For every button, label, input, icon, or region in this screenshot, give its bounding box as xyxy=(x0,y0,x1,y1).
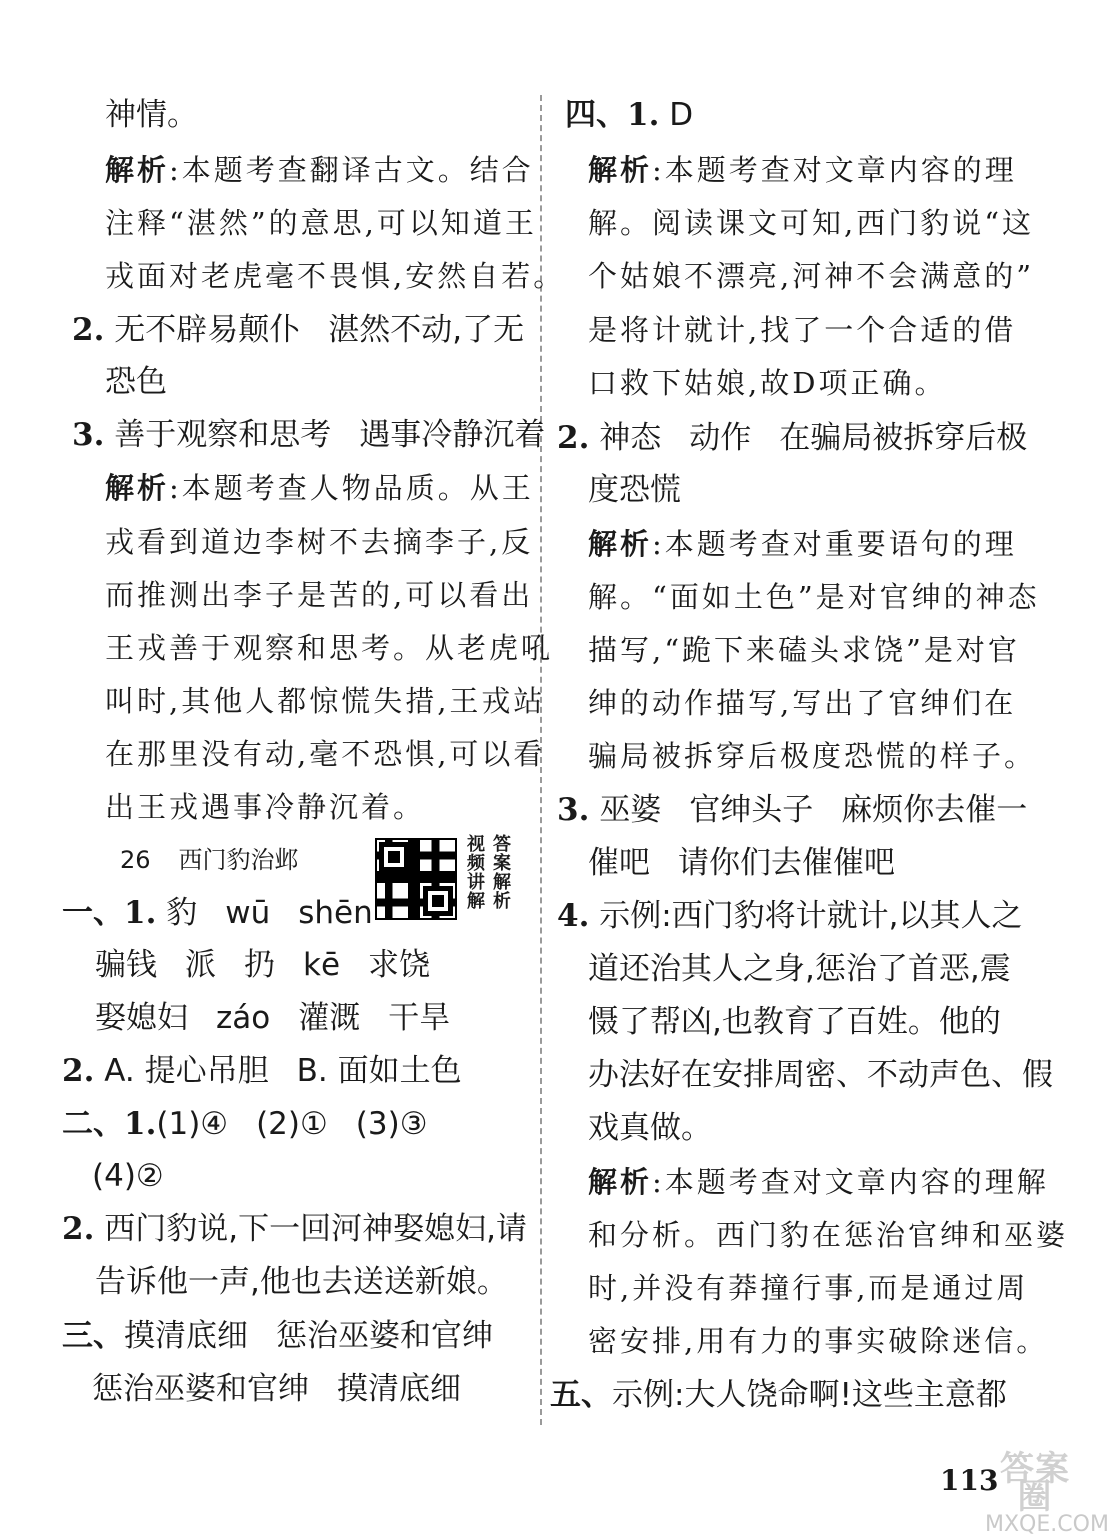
explanation-line: 解析:本题考查翻译古文。结合 xyxy=(105,153,534,187)
lesson-title: 26 西门豹治邺 xyxy=(120,846,299,874)
text-line: 神情。 xyxy=(105,97,198,133)
explanation-line: 而推测出李子是苦的,可以看出 xyxy=(105,578,534,612)
explanation-line: 解析:本题考查对文章内容的理 xyxy=(588,153,1017,187)
question-4: 4. 示例:西门豹将计就计,以其人之 xyxy=(557,898,1023,934)
answer-row: 娶媳妇 záo 灌溉 干旱 xyxy=(95,1000,451,1036)
qr-caption: 视频讲解 答案解析 xyxy=(464,834,511,910)
explanation-line: 是将计就计,找了一个合适的借 xyxy=(588,313,1017,347)
explanation-line: 在那里没有动,毫不恐惧,可以看 xyxy=(105,737,546,771)
text-line: 告诉他一声,他也去送送新娘。 xyxy=(95,1264,508,1300)
explanation-line: 解。阅读课文可知,西门豹说“这 xyxy=(588,206,1035,240)
text-line: 度恐慌 xyxy=(588,472,681,508)
explanation-line: 解。“面如土色”是对官绅的神态 xyxy=(588,580,1040,614)
explanation-line: 注释“湛然”的意思,可以知道王 xyxy=(105,206,537,240)
answer-row: 惩治巫婆和官绅 摸清底细 xyxy=(92,1371,461,1407)
explanation-line: 戎面对老虎毫不畏惧,安然自若。 xyxy=(105,259,566,293)
explanation-line: 密安排,用有力的事实破除迷信。 xyxy=(588,1324,1049,1358)
explanation-label: 解析 xyxy=(588,527,653,561)
explanation-line: 描写,“跪下来磕头求饶”是对官 xyxy=(588,633,1020,667)
explanation-line: 骗局被拆穿后极度恐慌的样子。 xyxy=(588,739,1037,773)
explanation-line: 叫时,其他人都惊慌失措,王戎站 xyxy=(105,684,546,718)
section-5: 五、示例:大人饶命啊!这些主意都 xyxy=(550,1377,1007,1413)
text-line: 恐色 xyxy=(105,364,167,400)
watermark xyxy=(985,1449,1109,1537)
question-2: 2. 神态 动作 在骗局被拆穿后极 xyxy=(557,420,1028,456)
section-2: 二、1.(1)④ (2)① (3)③ xyxy=(62,1106,428,1142)
section-4: 四、1. D xyxy=(565,97,694,133)
explanation-line: 出王戎遇事冷静沉着。 xyxy=(105,790,426,824)
explanation-line: 王戎善于观察和思考。从老虎吼 xyxy=(105,631,554,665)
section-3: 三、摸清底细 惩治巫婆和官绅 xyxy=(62,1318,493,1354)
page-number: 113 xyxy=(940,1464,999,1497)
section-1: 一、1. 豹 wū shēn xyxy=(62,895,373,931)
qr-code-icon[interactable] xyxy=(375,838,457,920)
answer-row: 骗钱 派 扔 kē 求饶 xyxy=(95,947,431,983)
explanation-line: 时,并没有莽撞行事,而是通过周 xyxy=(588,1271,1029,1305)
text-line: 道还治其人之身,惩治了首恶,震 xyxy=(588,951,1011,987)
watermark-url: MXQE.COM xyxy=(985,1512,1109,1537)
explanation-line: 口救下姑娘,故D项正确。 xyxy=(588,366,947,400)
text-line: 戏真做。 xyxy=(588,1110,712,1146)
question-3: 3. 巫婆 官绅头子 麻烦你去催一 xyxy=(557,792,1028,828)
explanation-line: 个姑娘不漂亮,河神不会满意的” xyxy=(588,259,1035,293)
explanation-label: 解析 xyxy=(588,153,653,187)
text-line: 催吧 请你们去催催吧 xyxy=(588,845,895,881)
explanation-line: 绅的动作描写,写出了官绅们在 xyxy=(588,686,1017,720)
explanation-line: 和分析。西门豹在惩治官绅和巫婆 xyxy=(588,1218,1069,1252)
text-line: 办法好在安排周密、不动声色、假 xyxy=(588,1057,1053,1093)
question-2: 2. A. 提心吊胆 B. 面如土色 xyxy=(62,1053,462,1089)
explanation-line: 解析:本题考查人物品质。从王 xyxy=(105,471,534,505)
question-2: 2. 无不辟易颠仆 湛然不动,了无 xyxy=(72,312,525,348)
explanation-line: 解析:本题考查对重要语句的理 xyxy=(588,527,1017,561)
explanation-line: 解析:本题考查对文章内容的理解 xyxy=(588,1165,1049,1199)
answer-row: (4)② xyxy=(92,1158,164,1194)
text-line: 慑了帮凶,也教育了百姓。他的 xyxy=(588,1004,1001,1040)
question-3: 3. 善于观察和思考 遇事冷静沉着 xyxy=(72,417,546,453)
explanation-label: 解析 xyxy=(588,1165,653,1199)
question-2: 2. 西门豹说,下一回河神娶媳妇,请 xyxy=(62,1211,527,1247)
watermark-logo: 答案圈 xyxy=(1000,1449,1070,1517)
explanation-label: 解析 xyxy=(105,153,170,187)
explanation-label: 解析 xyxy=(105,471,170,505)
explanation-line: 戎看到道边李树不去摘李子,反 xyxy=(105,525,534,559)
